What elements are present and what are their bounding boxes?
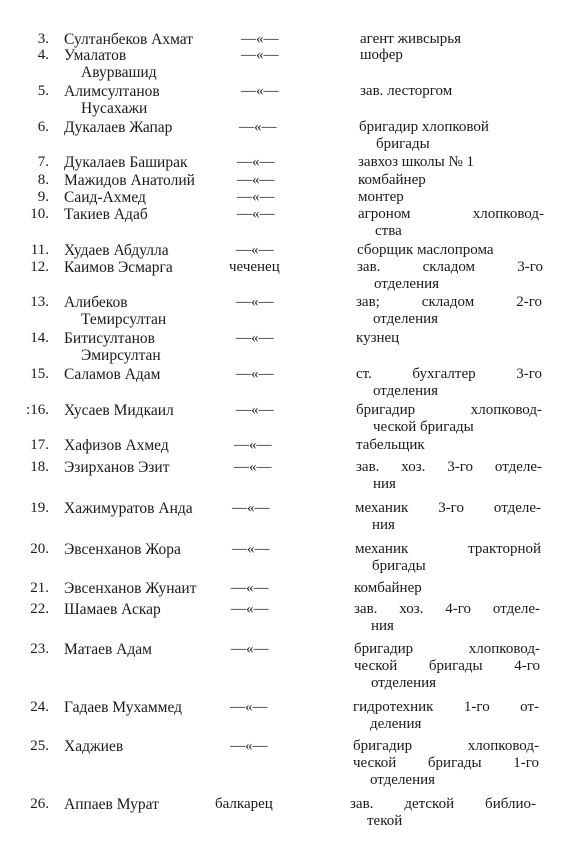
row-number: 9. (37, 189, 49, 205)
person-name: Аппаев Мурат (64, 796, 159, 813)
occupation: шофер (360, 47, 403, 63)
row-number: 6. (37, 119, 49, 135)
nationality: —«— (241, 47, 279, 63)
person-name: Худаев Абдулла (64, 242, 169, 259)
occupation: бригадир хлопковод- ческой бригады (356, 402, 542, 435)
row-number: 12. (30, 259, 49, 275)
nationality: —«— (230, 699, 268, 715)
person-name: Эзирханов Эзит (64, 459, 170, 476)
person-name: Каимов Эсмарга (64, 259, 173, 276)
person-name: Саламов Адам (64, 366, 161, 383)
person-name: Эвсенханов Жора (64, 541, 181, 558)
person-name: Хусаев Мидкаил (64, 402, 174, 419)
nationality: —«— (241, 83, 279, 99)
person-name: Хаджиев (64, 738, 124, 755)
row-number: 7. (37, 154, 49, 170)
row-number: 23. (30, 641, 49, 657)
row-number: 21. (30, 580, 49, 596)
occupation: агент живсырья (360, 31, 461, 47)
occupation: зав. складом 3-го отделения (357, 259, 543, 292)
nationality: —«— (234, 437, 272, 453)
person-name: Дукалаев Баширак (64, 154, 188, 171)
row-number: 20. (30, 541, 49, 557)
nationality: —«— (239, 119, 277, 135)
occupation: механик тракторной бригады (355, 541, 541, 574)
nationality: чеченец (229, 259, 280, 275)
row-number: 8. (37, 172, 49, 188)
nationality: —«— (237, 189, 275, 205)
person-name: Умалатов Авурвашид (64, 47, 157, 81)
occupation: зав. хоз. 3-го отделе- ния (356, 459, 542, 492)
occupation: табельщик (356, 437, 425, 453)
nationality: —«— (236, 366, 274, 382)
nationality: балкарец (215, 796, 273, 812)
occupation: ст. бухгалтер 3-го отделения (356, 366, 542, 399)
nationality: —«— (232, 541, 270, 557)
person-name: Алибеков Темирсултан (64, 294, 167, 328)
person-name: Султанбеков Ахмат (64, 31, 194, 48)
nationality: —«— (231, 641, 269, 657)
person-name: Алимсултанов Нусахажи (64, 83, 160, 117)
occupation: сборщик маслопрома (357, 242, 494, 258)
person-name: Мажидов Анатолий (64, 172, 195, 189)
row-number: 19. (30, 500, 49, 516)
row-number: 25. (30, 738, 49, 754)
nationality: —«— (230, 738, 268, 754)
occupation: зав; складом 2-го отделения (356, 294, 542, 327)
occupation: бригадир хлопковой бригады (359, 119, 489, 152)
person-name: Гадаев Мухаммед (64, 699, 183, 716)
occupation: бригадир хлопковод- ческой бригады 4-го отделения (354, 641, 540, 691)
row-number: 17. (30, 437, 49, 453)
occupation: механик 3-го отделе- ния (355, 500, 541, 533)
nationality: —«— (236, 330, 274, 346)
nationality: —«— (231, 580, 269, 596)
person-name: Саид-Ахмед (64, 189, 146, 206)
row-number: :16. (26, 402, 49, 418)
nationality: —«— (236, 294, 274, 310)
occupation: бригадир хлопковод- ческой бригады 1-го отделения (353, 738, 539, 788)
person-name: Шамаев Аскар (64, 601, 161, 618)
nationality: —«— (236, 242, 274, 258)
person-name: Такиев Адаб (64, 206, 148, 223)
nationality: —«— (236, 402, 274, 418)
row-number: 11. (30, 242, 49, 258)
row-number: 15. (30, 366, 49, 382)
nationality: —«— (237, 172, 275, 188)
occupation: монтер (358, 189, 404, 205)
person-name: Хафизов Ахмед (64, 437, 169, 454)
occupation: гидротехник 1-го от- деления (353, 699, 539, 732)
occupation: зав. детской библио- текой (350, 796, 536, 829)
person-name: Хажимуратов Анда (64, 500, 193, 517)
person-name: Битисултанов Эмирсултан (64, 330, 161, 364)
row-number: 5. (37, 83, 49, 99)
row-number: 22. (30, 601, 49, 617)
row-number: 14. (30, 330, 49, 346)
occupation: кузнец (356, 330, 400, 346)
row-number: 4. (37, 47, 49, 63)
occupation: комбайнер (358, 172, 426, 188)
nationality: —«— (237, 154, 275, 170)
row-number: 13. (30, 294, 49, 310)
row-number: 3. (37, 31, 49, 47)
person-name: Эвсенханов Жунаит (64, 580, 197, 597)
person-name: Матаев Адам (64, 641, 152, 658)
row-number: 10. (30, 206, 49, 222)
nationality: —«— (232, 500, 270, 516)
nationality: —«— (241, 31, 279, 47)
nationality: —«— (231, 601, 269, 617)
person-name: Дукалаев Жапар (64, 119, 173, 136)
row-number: 24. (30, 699, 49, 715)
occupation: зав. лесторгом (360, 83, 453, 99)
nationality: —«— (237, 206, 275, 222)
occupation: комбайнер (354, 580, 422, 596)
row-number: 18. (30, 459, 49, 475)
nationality: —«— (234, 459, 272, 475)
occupation: зав. хоз. 4-го отделе- ния (354, 601, 540, 634)
occupation: завхоз школы № 1 (358, 154, 475, 170)
occupation: агроном хлопковод- ства (358, 206, 544, 239)
row-number: 26. (30, 796, 49, 812)
